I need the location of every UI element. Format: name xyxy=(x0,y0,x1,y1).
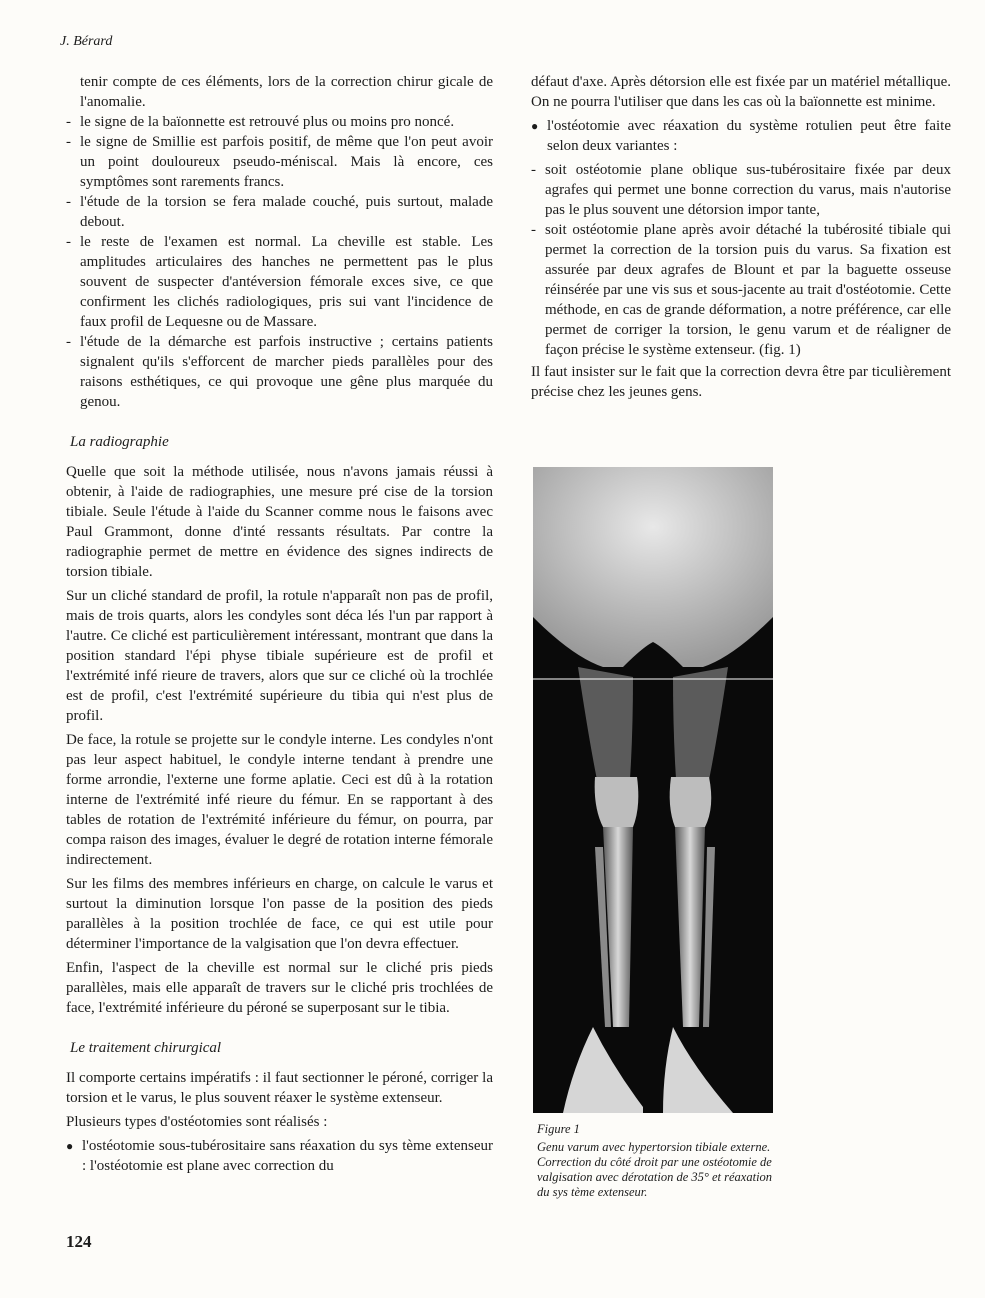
paragraph: Plusieurs types d'ostéotomies sont réalisés : xyxy=(66,1114,328,1130)
list-item: - l'étude de la démarche est parfois instructive ; certains patients signalent qu'ils s'efforcent de marcher pieds parallèles pour des raisons esthétiques, ce qui provoque une gêne plus marquée du genou. xyxy=(66,332,493,412)
list-item: - soit ostéotomie plane après avoir détaché la tubérosité tibiale qui permet la correction de la torsion puis du varus. Sa fixation est assurée par deux agrafes de Blount et par la baguette osseuse réinsérée par une vis sus et sous-jacente au trait d'ostéotomie. Cette méthode, en cas de grande déformation, a notre préférence, car elle permet de corriger la torsion, le genu varum et de réaligner de façon précise le système extenseur. (fig. 1) xyxy=(531,220,951,360)
figure-caption-text: Genu varum avec hypertorsion tibiale externe. Correction du côté droit par une ostéotomie de valgisation avec dérotation de 35° et réaxation du sys tème extenseur. xyxy=(537,1140,773,1199)
section-heading-traitement: Le traitement chirurgical xyxy=(70,1040,222,1056)
paragraph: défaut d'axe. Après détorsion elle est fixée par un matériel métallique. On ne pourra l'utiliser que dans les cas où la baïonnette est minime. xyxy=(531,74,951,110)
paragraph: Sur les films des membres inférieurs en charge, on calcule le varus et surtout la diminution lorsque l'on passe de la position des pieds parallèles à la position trochlée de face, ce qui est utile pour déterminer l'importance de la valgisation que l'on devra effectuer. xyxy=(66,876,493,952)
paragraph: Il faut insister sur le fait que la correction devra être par ticulièrement précise chez les jeunes gens. xyxy=(531,364,951,400)
leg-xray-image xyxy=(533,467,773,1113)
list-item: - le signe de la baïonnette est retrouvé plus ou moins pro noncé. xyxy=(66,112,493,132)
figure-caption xyxy=(537,1122,782,1200)
list-item: - le signe de Smillie est parfois positif, de même que l'on peut avoir un point douloureux pseudo-méniscal. Mais là encore, ces symptômes sont rarements francs. xyxy=(66,132,493,192)
right-column xyxy=(531,72,951,406)
section-heading-radiographie: La radiographie xyxy=(70,434,169,450)
list-item: tenir compte de ces éléments, lors de la correction chirur gicale de l'anomalie. xyxy=(80,74,493,110)
page-number: 124 xyxy=(66,1232,92,1251)
left-column xyxy=(66,72,493,1180)
figure-label: Figure 1 xyxy=(537,1122,580,1136)
paragraph: Il comporte certains impératifs : il faut sectionner le péroné, corriger la torsion et le varus, le plus souvent réaxer le système extenseur. xyxy=(66,1070,493,1106)
running-header-author: J. Bérard xyxy=(60,34,113,49)
paragraph: Enfin, l'aspect de la cheville est normal sur le cliché pris pieds parallèles, mais elle apparaît de travers sur le cliché pris trochlées de face, l'extrémité inférieure du péroné se superposant sur le tibia. xyxy=(66,960,493,1016)
xray-figure xyxy=(533,467,773,1113)
paragraph: Sur un cliché standard de profil, la rotule n'apparaît non pas de profil, mais de trois quarts, alors les condyles sont déca lés l'un par rapport à l'autre. Ce cliché est particulièrement intéressant, montrant que dans la position standard l'épi physe tibiale supérieure est de profil et l'extrémité infé rieure de travers, alors que sur ce cliché où la trochlée est de profil, c'est l'extrémité supérieure du tibia qui n'est plus de profil. xyxy=(66,588,493,724)
paragraph: Quelle que soit la méthode utilisée, nous n'avons jamais réussi à obtenir, à l'aide de radiographies, une mesure pré cise de la torsion tibiale. Seule l'étude à l'aide du Scanner comme nous le faisons avec Paul Grammont, donne d'inté ressants résultats. Par contre la radiographie permet de mettre en évidence des signes indirects de torsion tibiale. xyxy=(66,464,493,580)
osteotomy-variants-list xyxy=(531,160,951,360)
bullet-paragraph: ● l'ostéotomie sous-tubérositaire sans réaxation du sys tème extenseur : l'ostéotomie est plane avec correction du xyxy=(66,1136,493,1176)
exam-findings-list xyxy=(66,72,493,412)
list-item: - le reste de l'examen est normal. La cheville est stable. Les amplitudes articulaires des hanches ne permettent pas le plus souvent de suspecter d'antéversion fémorale exces sive, ce que confirment les clichés radiologiques, pris sui vant l'incidence de faux profil de Lequesne ou de Massare. xyxy=(66,232,493,332)
paragraph: De face, la rotule se projette sur le condyle interne. Les condyles n'ont pas leur aspect habituel, le condyle interne tendant à prendre une forme arrondie, l'externe une forme aplatie. Ceci est dû à la rotation interne de l'extrémité infé rieure du fémur. En se rapportant à des tables de rotation de l'extrémité inférieure du fémur, on pourra, par compa raison des images, évaluer le degré de rotation interne fémorale indirectement. xyxy=(66,732,493,868)
list-item: - soit ostéotomie plane oblique sus-tubérositaire fixée par deux agrafes qui permet une bonne correction du varus, mais n'autorise pas le plus souvent une détorsion impor tante, xyxy=(531,160,951,220)
list-item: - l'étude de la torsion se fera malade couché, puis surtout, malade debout. xyxy=(66,192,493,232)
bullet-paragraph: ● l'ostéotomie avec réaxation du système rotulien peut être faite selon deux variantes : xyxy=(531,116,951,156)
